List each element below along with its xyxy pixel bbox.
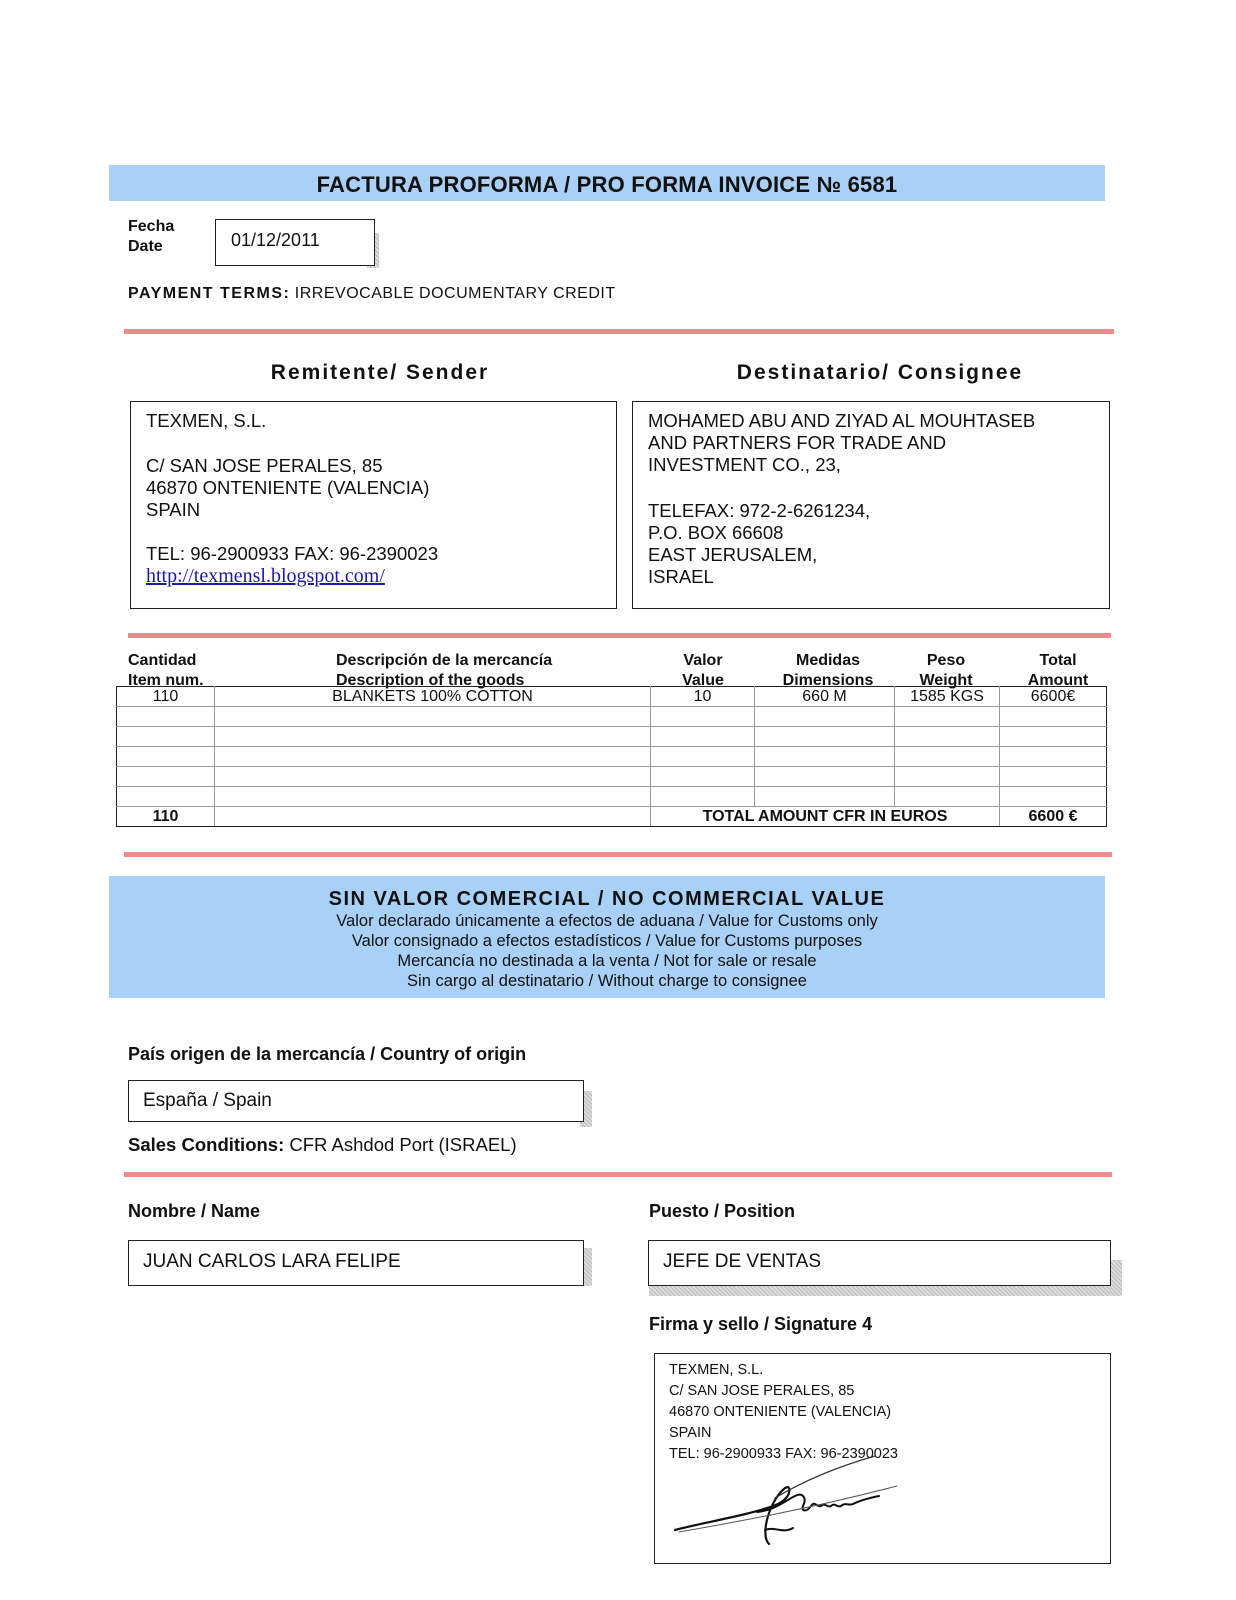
table-row (117, 707, 1107, 727)
col-header-amount (1018, 651, 1098, 691)
col-header-amount-es: Total (1039, 652, 1077, 669)
page-title: FACTURA PROFORMA / PRO FORMA INVOICE № 6581 (316, 172, 898, 197)
table-cell (651, 787, 755, 807)
table-cell (755, 787, 895, 807)
divider (124, 852, 1112, 857)
table-cell (651, 707, 755, 727)
table-cell (215, 807, 651, 827)
sender-name: TEXMEN, S.L. (146, 410, 267, 431)
col-header-description-en: Description of the goods (336, 672, 525, 689)
company-stamp: TEXMEN, S.L. C/ SAN JOSE PERALES, 85 46870 ONTENIENTE (VALENCIA) SPAIN TEL: 96-2900933 FAX: 96-2390023 (669, 1362, 898, 1462)
ncv-line: Valor consignado a efectos estadísticos / Value for Customs purposes (351, 932, 863, 950)
table-cell (1000, 727, 1107, 747)
table-cell (1000, 767, 1107, 787)
name-field (128, 1240, 584, 1286)
divider (124, 329, 1114, 334)
sender-box (130, 401, 617, 609)
signature-label: Firma y sello / Signature 4 (649, 1314, 873, 1334)
col-header-value (660, 651, 746, 691)
table-cell (117, 767, 215, 787)
date-label-en: Date (128, 238, 163, 255)
ncv-line: Valor declarado únicamente a efectos de aduana / Value for Customs only (336, 912, 878, 930)
table-row (117, 747, 1107, 767)
col-header-weight (906, 651, 986, 691)
sender-address: C/ SAN JOSE PERALES, 85 46870 ONTENIENTE (VALENCIA) SPAIN (146, 455, 430, 520)
table-cell: 1585 KGS (895, 687, 1000, 707)
origin-label: País origen de la mercancía / Country of origin (128, 1044, 527, 1064)
col-header-dimensions-en: Dimensions (782, 672, 874, 689)
col-header-qty (128, 651, 204, 691)
table-cell (1000, 787, 1107, 807)
sender-heading: Remitente/ Sender (270, 361, 490, 384)
position-field-shadow (649, 1285, 1122, 1296)
col-header-qty-en: Item num. (128, 672, 204, 689)
table-cell (215, 787, 651, 807)
table-cell (1000, 747, 1107, 767)
sender-phone: TEL: 96-2900933 FAX: 96-2390023 (146, 543, 439, 564)
no-commercial-value-band (109, 876, 1105, 998)
table-cell (651, 727, 755, 747)
table-cell (117, 747, 215, 767)
payment-terms-label: PAYMENT TERMS: (128, 285, 291, 302)
consignee-name: MOHAMED ABU AND ZIYAD AL MOUHTASEB AND PARTNERS FOR TRADE AND INVESTMENT CO., 23, (648, 410, 1036, 475)
table-cell (755, 727, 895, 747)
col-header-value-es: Valor (683, 652, 723, 669)
col-header-qty-es: Cantidad (128, 652, 197, 669)
col-header-weight-es: Peso (926, 652, 966, 669)
sender-website-link[interactable]: http://texmensl.blogspot.com/ (146, 565, 385, 587)
date-label-es: Fecha (128, 218, 175, 235)
table-cell (651, 767, 755, 787)
col-header-description (336, 651, 552, 691)
table-cell (755, 747, 895, 767)
table-cell (895, 747, 1000, 767)
table-row (117, 767, 1107, 787)
table-row (117, 787, 1107, 807)
position-field (648, 1240, 1111, 1286)
origin-field (128, 1080, 584, 1122)
signature-box (654, 1353, 1111, 1564)
col-header-value-en: Value (682, 672, 724, 689)
sales-conditions-value: CFR Ashdod Port (ISRAEL) (289, 1134, 517, 1155)
table-cell (755, 767, 895, 787)
sales-conditions (128, 1134, 517, 1156)
table-cell: 110 (117, 687, 215, 707)
table-cell (117, 727, 215, 747)
total-row (117, 807, 1107, 827)
col-header-weight-en: Weight (919, 672, 973, 689)
date-field (215, 219, 375, 266)
consignee-heading: Destinatario/ Consignee (736, 361, 1024, 384)
ncv-line: Sin cargo al destinatario / Without charge to consignee (407, 972, 807, 990)
table-cell (117, 787, 215, 807)
position-label: Puesto / Position (649, 1201, 796, 1221)
total-qty: 110 (117, 807, 215, 827)
date-label (128, 217, 174, 257)
handwritten-signature (665, 1450, 905, 1560)
table-cell (1000, 707, 1107, 727)
name-label: Nombre / Name (128, 1201, 261, 1221)
table-cell (651, 747, 755, 767)
payment-terms-value: IRREVOCABLE DOCUMENTARY CREDIT (294, 285, 616, 302)
table-cell (895, 707, 1000, 727)
table-cell (215, 767, 651, 787)
table-cell: 660 M (755, 687, 895, 707)
divider (124, 1172, 1112, 1177)
no-commercial-value-heading: SIN VALOR COMERCIAL / NO COMMERCIAL VALUE (328, 888, 886, 910)
origin-value: España / Spain (143, 1090, 272, 1111)
divider (128, 633, 1111, 638)
total-amount: 6600 € (1000, 807, 1107, 827)
consignee-address: TELEFAX: 972-2-6261234, P.O. BOX 66608 EAST JERUSALEM, ISRAEL (648, 500, 871, 587)
col-header-amount-en: Amount (1027, 672, 1089, 689)
position-value: JEFE DE VENTAS (663, 1251, 822, 1272)
table-cell (215, 747, 651, 767)
table-cell: 6600€ (1000, 687, 1107, 707)
table-cell: 10 (651, 687, 755, 707)
table-cell (215, 727, 651, 747)
table-row (117, 727, 1107, 747)
col-header-dimensions (770, 651, 886, 691)
name-value: JUAN CARLOS LARA FELIPE (143, 1251, 401, 1272)
consignee-box (632, 401, 1110, 609)
date-value: 01/12/2011 (231, 230, 320, 250)
payment-terms (128, 285, 616, 303)
table-cell (895, 767, 1000, 787)
col-header-description-es: Descripción de la mercancía (336, 652, 553, 669)
table-cell (895, 787, 1000, 807)
table-cell (895, 727, 1000, 747)
items-table (116, 686, 1107, 827)
table-row (117, 687, 1107, 707)
table-cell (117, 707, 215, 727)
position-field-shadow (1110, 1260, 1122, 1296)
ncv-line: Mercancía no destinada a la venta / Not for sale or resale (397, 952, 817, 970)
total-label: TOTAL AMOUNT CFR IN EUROS (651, 807, 1000, 827)
table-cell (755, 707, 895, 727)
table-cell: BLANKETS 100% COTTON (215, 687, 651, 707)
sales-conditions-label: Sales Conditions: (128, 1134, 285, 1155)
table-cell (215, 707, 651, 727)
col-header-dimensions-es: Medidas (795, 652, 860, 669)
